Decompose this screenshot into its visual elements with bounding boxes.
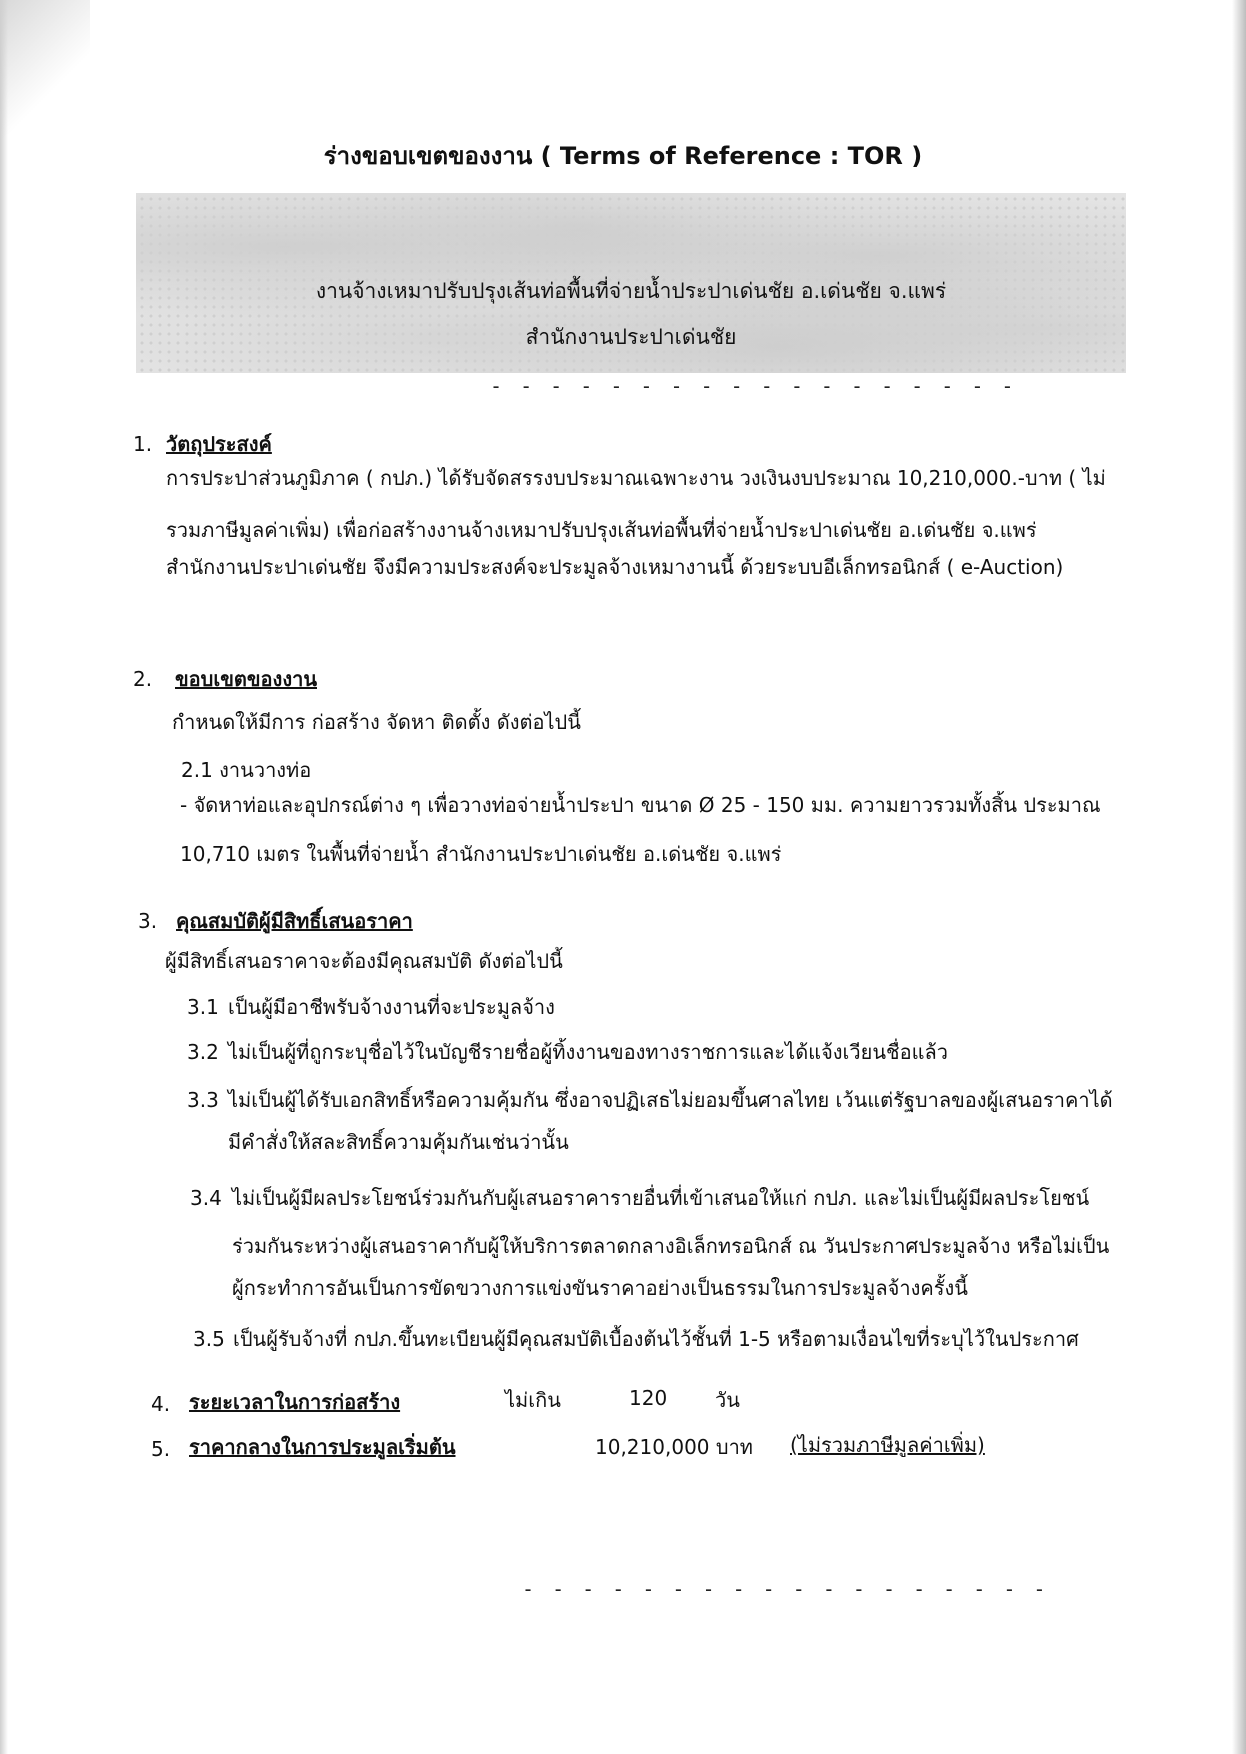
starting-price-vat-note: (ไม่รวมภาษีมูลค่าเพิ่ม) [790,1433,985,1457]
item-3-4-text-cont: ร่วมกันระหว่างผู้เสนอราคากับผู้ให้บริการตลาดกลางอิเล็กทรอนิกส์ ณ วันประกาศประมูลจ้าง หรือไม่เป็น [232,1234,1110,1258]
section-5-heading: ราคากลางในการประมูลเริ่มต้น [189,1435,456,1459]
section-2-number: 2. [133,667,153,691]
item-3-4-number: 3.4 [190,1186,222,1210]
item-3-5-text: เป็นผู้รับจ้างที่ กปภ.ขึ้นทะเบียนผู้มีคุณสมบัติเบื้องต้นไว้ชั้นที่ 1-5 หรือตามเงื่อนไขที่ระบุไว้ในประกาศ [233,1327,1079,1351]
section-1-number: 1. [133,432,153,456]
item-3-1-number: 3.1 [187,995,219,1019]
section-3-heading: คุณสมบัติผู้มีสิทธิ์เสนอราคา [176,909,413,933]
section-1-line-2: รวมภาษีมูลค่าเพิ่ม) เพื่อก่อสร้างงานจ้างเหมาปรับปรุงเส้นท่อพื้นที่จ่ายน้ำประปาเด่นชัย อ.เด่นชัย จ.แพร่ [166,518,1037,542]
item-3-3-text-cont: มีคำสั่งให้สละสิทธิ์ความคุ้มกันเช่นว่านั้น [228,1130,569,1154]
banner-project-name: งานจ้างเหมาปรับปรุงเส้นท่อพื้นที่จ่ายน้ำประปาเด่นชัย อ.เด่นชัย จ.แพร่ [315,279,947,303]
page-corner-fold [0,0,90,150]
document-title: ร่างขอบเขตของงาน ( Terms of Reference : TOR ) [323,142,923,170]
end-separator: - - - - - - - - - - - - - - - - - - [522,1577,1049,1601]
duration-unit: วัน [715,1388,740,1412]
section-3-intro: ผู้มีสิทธิ์เสนอราคาจะต้องมีคุณสมบัติ ดังต่อไปนี้ [165,949,563,973]
section-2-intro: กำหนดให้มีการ ก่อสร้าง จัดหา ติดตั้ง ดังต่อไปนี้ [172,710,581,734]
item-3-3-text: ไม่เป็นผู้ได้รับเอกสิทธิ์หรือความคุ้มกัน ซึ่งอาจปฏิเสธไม่ยอมขึ้นศาลไทย เว้นแต่รัฐบาลของผู้เสนอราคาได้ [228,1088,1113,1112]
header-separator: - - - - - - - - - - - - - - - - - - [490,374,1017,398]
item-3-3-number: 3.3 [187,1088,219,1112]
duration-value: 120 [629,1386,668,1410]
section-2-heading: ขอบเขตของงาน [175,667,317,691]
starting-price-value: 10,210,000 บาท [595,1435,753,1459]
item-3-5-number: 3.5 [193,1327,225,1351]
banner-office-name: สำนักงานประปาเด่นชัย [525,325,737,349]
item-3-2-number: 3.2 [187,1040,219,1064]
section-5-number: 5. [151,1437,171,1461]
section-3-number: 3. [138,909,158,933]
section-2-line-1: - จัดหาท่อและอุปกรณ์ต่าง ๆ เพื่อวางท่อจ่ายน้ำประปา ขนาด Ø 25 - 150 มม. ความยาวรวมทั้งสิ้น ประมาณ [180,793,1101,817]
item-3-2-text: ไม่เป็นผู้ที่ถูกระบุชื่อไว้ในบัญชีรายชื่อผู้ทิ้งงานของทางราชการและได้แจ้งเวียนชื่อแล้ว [228,1040,948,1064]
section-1-heading: วัตถุประสงค์ [166,432,272,456]
scan-edge-left [0,0,8,1754]
section-1-line-3: สำนักงานประปาเด่นชัย จึงมีความประสงค์จะประมูลจ้างเหมางานนี้ ด้วยระบบอีเล็กทรอนิกส์ ( e-Auction) [166,555,1064,579]
section-4-heading: ระยะเวลาในการก่อสร้าง [189,1390,401,1414]
duration-limit: ไม่เกิน [505,1388,561,1412]
item-3-4-text: ไม่เป็นผู้มีผลประโยชน์ร่วมกันกับผู้เสนอราคารายอื่นที่เข้าเสนอให้แก่ กปภ. และไม่เป็นผู้มีผลประโยชน์ [232,1186,1090,1210]
item-3-4-text-cont-2: ผู้กระทำการอันเป็นการขัดขวางการแข่งขันราคาอย่างเป็นธรรมในการประมูลจ้างครั้งนี้ [232,1276,968,1300]
section-4-number: 4. [151,1392,171,1416]
section-2-1-label: 2.1 งานวางท่อ [181,758,312,782]
section-2-line-2: 10,710 เมตร ในพื้นที่จ่ายน้ำ สำนักงานประปาเด่นชัย อ.เด่นชัย จ.แพร่ [180,842,782,866]
item-3-1-text: เป็นผู้มีอาชีพรับจ้างงานที่จะประมูลจ้าง [228,995,555,1019]
scan-edge-right [1232,0,1246,1754]
section-1-line-1: การประปาส่วนภูมิภาค ( กปภ.) ได้รับจัดสรรงบประมาณเฉพาะงาน วงเงินงบประมาณ 10,210,000.-บาท ( ไม่ [166,466,1106,490]
title-banner [136,193,1126,373]
